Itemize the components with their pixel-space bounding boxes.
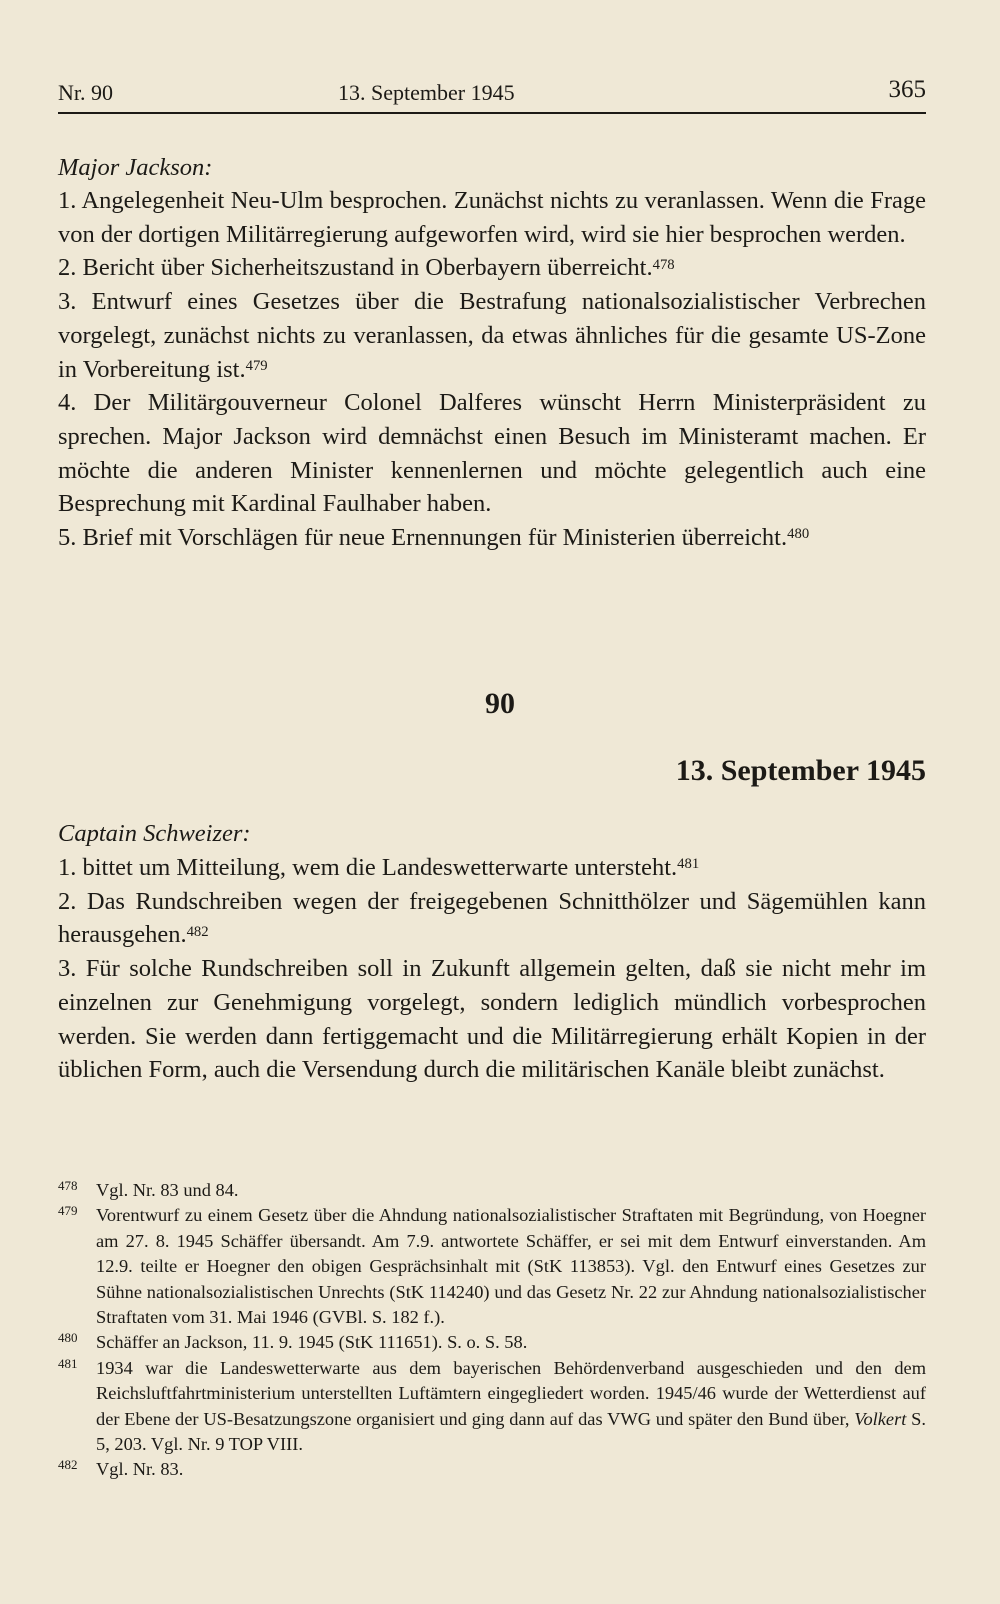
footnote-number: 479 xyxy=(58,1203,78,1219)
speaker-major-jackson: Major Jackson: xyxy=(58,154,213,181)
page-number: 365 xyxy=(888,76,926,103)
document-date: 13. September 1945 xyxy=(675,754,926,787)
footnote-ref[interactable]: 481 xyxy=(677,856,700,873)
footnote: 481 1934 war die Landeswetterwarte aus dem bayerischen Behördenverband ausgeschieden und den dem Reichsluftfahrtministerium unterstellten Luftämtern eingegliedert worden. 1945/46 wurde der Wetterdienst auf der Ebene der US-Besatzungszone organisiert und ging dann auf das VWG und später den Bund über, Volkert S. 5, 203. Vgl. Nr. 9 TOP VIII. xyxy=(58,1356,926,1458)
author-citation: Volkert xyxy=(854,1408,907,1429)
list-item: 2. Bericht über Sicherheitszustand in Oberbayern überreicht.$^{478}$ xyxy=(58,254,675,282)
header-rule xyxy=(58,112,926,114)
header-date: 13. September 1945 xyxy=(338,80,515,105)
footnote-number: 478 xyxy=(58,1178,78,1193)
list-item: 4. Der Militärgouverneur Colonel Dalferes wünscht Herrn Ministerpräsident zu sprechen. Major Jackson wird demnächst einen Besuch im Ministeramt machen. Er möchte die anderen Minister kennenlernen und möchte gelegentlich auch eine Besprechung mit Kardinal Faulhaber haben. xyxy=(58,389,926,518)
footnote-number: 481 xyxy=(58,1355,78,1371)
speaker-captain-schweizer: Captain Schweizer: xyxy=(58,820,251,847)
footnote-ref[interactable]: 478 xyxy=(652,256,675,273)
section1-items xyxy=(58,184,926,555)
footnote: 480 Schäffer an Jackson, 11. 9. 1945 (StK 111651). S. o. S. 58. xyxy=(58,1330,926,1355)
list-item: 3. Für solche Rundschreiben soll in Zukunft allgemein gelten, daß sie nicht mehr im einzelnen zur Genehmigung vorgelegt, sondern lediglich mündlich vorbesprochen werden. Sie werden dann fertiggemacht und die Militärregierung erhält Kopien in der üblichen Form, auch die Versendung durch die militärischen Kanäle bleibt zunächst. xyxy=(58,955,926,1084)
list-item: 5. Brief mit Vorschlägen für neue Ernennungen für Ministerien überreicht.$^{480}$ xyxy=(58,524,810,552)
header-doc-label: Nr. 90 xyxy=(58,80,113,105)
section2-items xyxy=(58,851,926,1087)
footnotes xyxy=(58,1178,926,1483)
footnote-ref[interactable]: 479 xyxy=(245,357,268,374)
running-header xyxy=(58,76,926,112)
footnote-ref[interactable]: 480 xyxy=(787,526,810,543)
footnote: 479 Vorentwurf zu einem Gesetz über die Ahndung nationalsozialistischer Straftaten mit Begründung, von Hoegner am 27. 8. 1945 Schäffer übersandt. Am 7.9. antwortete Schäffer, er sei mit dem Entwurf einverstanden. Am 12.9. teilte er Hoegner den obigen Gesprächsinhalt mit (StK 113853). Vgl. den Entwurf eines Gesetzes zur Sühne nationalsozialistischen Unrechts (StK 114240) und das Gesetz Nr. 22 zur Ahndung nationalsozialistischer Straftaten vom 31. Mai 1946 (GVBl. S. 182 f.). xyxy=(58,1203,926,1330)
list-item: 3. Entwurf eines Gesetzes über die Bestrafung nationalsozialistischer Verbrechen vorgelegt, zunächst nichts zu veranlassen, da etwas ähnliches für die gesamte US-Zone in Vorbereitung ist.$^{479}$ xyxy=(58,288,926,383)
list-item: 2. Das Rundschreiben wegen der freigegebenen Schnitthölzer und Sägemühlen kann herausgehen.$^{482}$ xyxy=(58,887,926,949)
footnote: 478 Vgl. Nr. 83 und 84. xyxy=(58,1178,926,1203)
document-number: 90 xyxy=(485,687,515,720)
footnote-number: 480 xyxy=(58,1330,78,1346)
footnote: 482 Vgl. Nr. 83. xyxy=(58,1457,926,1482)
list-item: 1. Angelegenheit Neu-Ulm besprochen. Zunächst nichts zu veranlassen. Wenn die Frage von der dortigen Militärregierung aufgeworfen wird, wird sie hier besprochen werden. xyxy=(58,187,926,248)
footnote-number: 482 xyxy=(58,1457,78,1473)
list-item: 1. bittet um Mitteilung, wem die Landeswetterwarte untersteht.$^{481}$ xyxy=(58,854,700,881)
footnote-ref[interactable]: 482 xyxy=(186,923,209,940)
